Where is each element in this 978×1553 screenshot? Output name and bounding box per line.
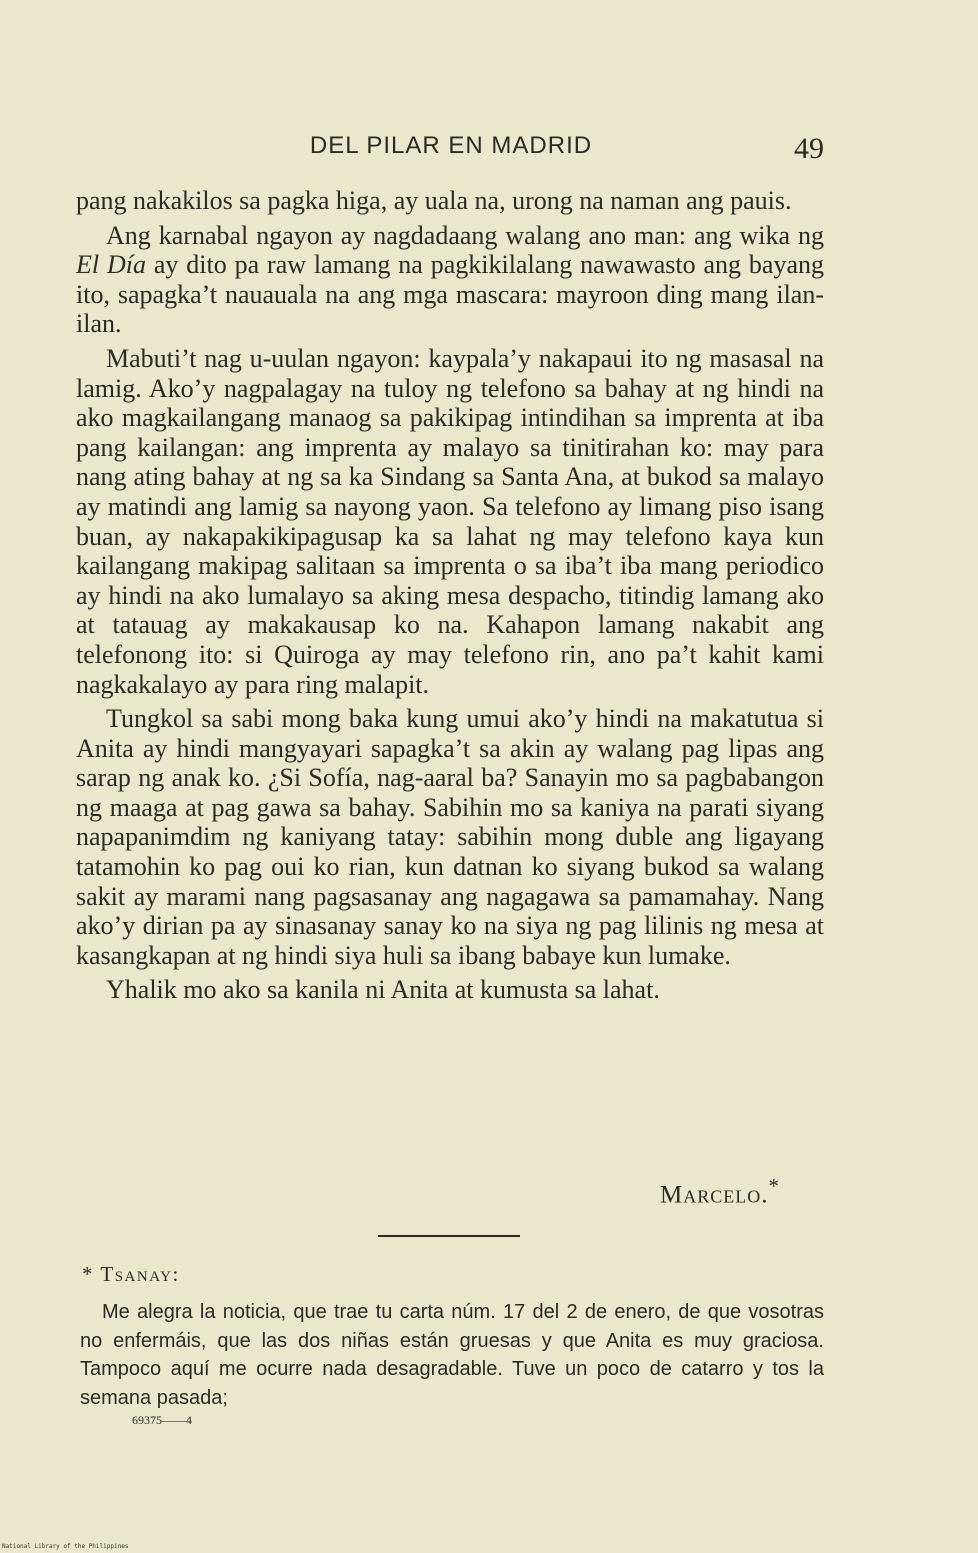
library-credit: National Library of the Philippines <box>2 1543 129 1550</box>
footnote-heading: * Tsanay: <box>82 1262 180 1286</box>
running-head <box>76 130 826 170</box>
paragraph-3: Mabuti’t nag u-uulan ngayon: kaypala’y nakapaui ito ng masasal na lamig. Ako’y nagpalagay na tuloy ng telefono sa bahay at ng hindi na ako magkailangang manaog sa pakikipag intindihan sa imprenta at iba pang kailangan: ang imprenta ay malayo sa tinitirahan ko: may para nang ating bahay at ng sa ka Sindang sa Santa Ana, at bukod sa malayo ay matindi ang lamig sa nayong yaon. Sa telefono ay limang piso isang buan, ay nakapakikipagusap ka sa lahat ng may telefono kaya kun kailangang makipag salitaan sa imprenta o sa iba’t iba mang periodico ay hindi na ako lumalayo sa aking mesa despacho, titindig lamang ako at tatauag ay makakausap ko na. Kahapon lamang nakabit ang telefonong ito: si Quiroga ay may telefono rin, ano pa’t kahit kami nagkakalayo ay para ring malapit. <box>76 343 824 699</box>
printer-signature: 69375——4 <box>132 1413 192 1427</box>
paragraph-2-start: Ang karnabal ngayon ay nagdadaang walang ano man: ang wika ng <box>106 220 824 250</box>
newspaper-title: El Día <box>76 250 146 280</box>
paragraph-4: Tungkol sa sabi mong baka kung umui ako’y hindi na makatutua si Anita ay hindi mangyayari sapagka’t sa akin ay walang pag lipas ang sarap ng anak ko. ¿Si Sofía, nag-aaral ba? Sanayin mo sa pagbabangon ng maaga at pag gawa sa bahay. Sabihin mo sa kaniya na parati siyang napapanimdim ng kaniyang tatay: sabihin mong duble ang ligayang tatamohin ko pag oui ko rian, kun datnan ko siyang bukod sa walang sakit ay marami nang pagsasanay ang nagagawa sa pamamahay. Nang ako’y dirian pa ay sinasanay sanay ko na siya ng pag lilinis ng mesa at kasangkapan at ng hindi siya huli sa ibang babaye kun lumake. <box>76 704 824 970</box>
paragraph-1: pang nakakilos sa pagka higa, ay uala na, urong na naman ang pauis. <box>76 186 792 215</box>
signature-name: Marcelo. <box>660 1181 769 1209</box>
paragraph-2 <box>76 221 824 339</box>
running-title: DEL PILAR EN MADRID <box>309 132 593 159</box>
footnote-paragraph: Me alegra la noticia, que trae tu carta núm. 17 del 2 de enero, de que vosotras no enfermáis, que las dos niñas están gruesas y que Anita es muy graciosa. Tampoco aquí me ocurre nada desagradable. Tuve un poco de catarro y tos la semana pasada; <box>80 1301 824 1409</box>
signature <box>660 1174 780 1209</box>
paragraph-5: Yhalik mo ako sa kanila ni Anita at kumusta sa lahat. <box>106 975 660 1005</box>
page-number: 49 <box>794 132 824 165</box>
footnote-mark: * <box>768 1174 780 1198</box>
letter-body <box>76 186 824 1010</box>
paragraph-2-end: ay dito pa raw lamang na pagkikilalang nawawasto ang bayang ito, sapagka’t nauauala na ang mga mascara: mayroon ding mang ilan-ilan. <box>76 250 825 339</box>
footnote-text <box>80 1298 824 1412</box>
footnote-divider <box>378 1235 520 1237</box>
